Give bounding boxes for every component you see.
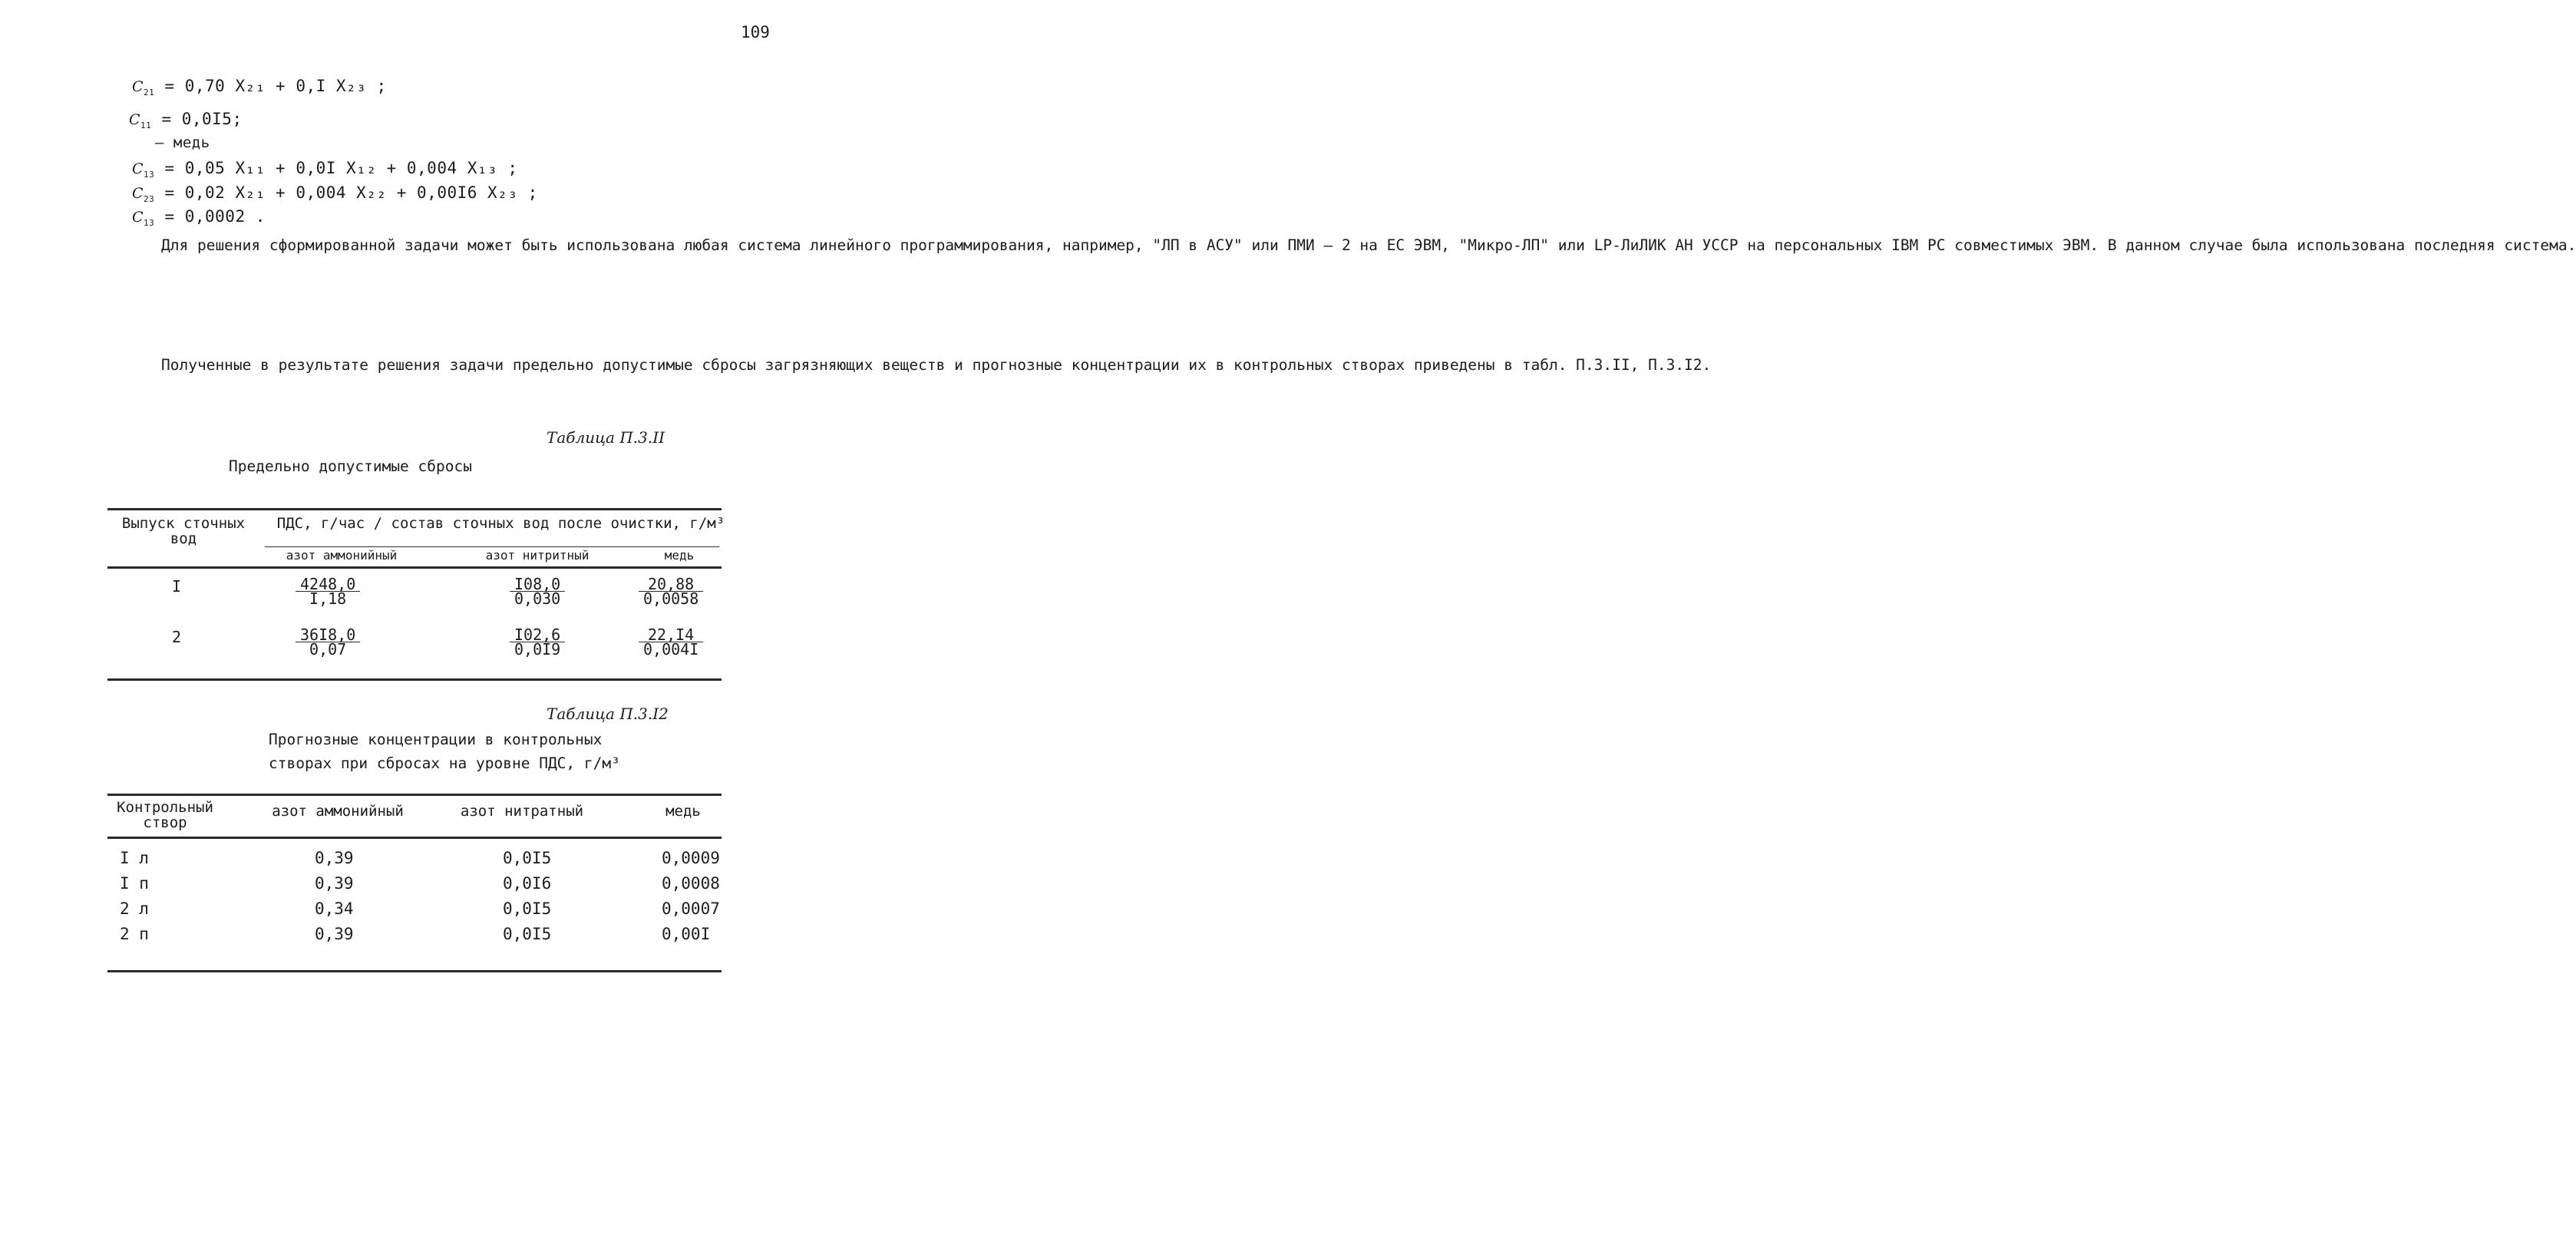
table2-title-line1: Прогнозные концентрации в контрольных: [269, 731, 603, 748]
table2-row3-nitrate: 0,0I5: [503, 899, 552, 918]
equation-label-copper: – медь: [155, 134, 210, 151]
table1-label: Таблица П.3.II: [547, 428, 665, 447]
table2-header-nitrate: азот нитратный: [460, 803, 584, 820]
table2-row4-copper: 0,00I: [662, 925, 711, 943]
table2-row4-nitrate: 0,0I5: [503, 925, 552, 943]
table2-row1-copper: 0,0009: [662, 849, 720, 867]
table1-group-header: ПДС, г/час / состав сточных вод после очистки, г/м³: [276, 515, 725, 532]
table2-header-copper: медь: [665, 803, 701, 820]
table1-col1-header: Выпуск сточных вод: [121, 515, 246, 547]
equation-c13-a: $C_{13} = 0,05$ X₁₁ + 0,0I X₁₂ + 0,004 X₁₃ ;: [132, 159, 518, 180]
table1-top-rule: [107, 508, 722, 510]
table1-sub-copper: медь: [664, 548, 695, 563]
paragraph-2: Полученные в результате решения задачи предельно допустимые сбросы загрязняющих веществ и прогнозные концентрации их в контрольных створах приведены в табл. П.3.II, П.3.I2.: [161, 356, 1712, 374]
table2-row2-ammonium: 0,39: [315, 874, 354, 893]
table2-row2-nitrate: 0,0I6: [503, 874, 552, 893]
table2-row3-ammonium: 0,34: [315, 899, 354, 918]
table2-row1-ammonium: 0,39: [315, 849, 354, 867]
table2-header-station: Контрольный створ: [117, 799, 213, 831]
table2-row1-nitrate: 0,0I5: [503, 849, 552, 867]
table1-header-rule: [107, 566, 722, 569]
table1-sub-nitrite: азот нитритный: [485, 548, 590, 563]
table2-label: Таблица П.3.I2: [547, 705, 669, 723]
equation-c11: $C_{11} = 0,0I5$;: [129, 110, 243, 131]
table2-top-rule: [107, 794, 722, 796]
table1-row1-copper: $\frac{20,88}{0,0058}$: [639, 577, 703, 608]
table2-row1-station: I л: [120, 849, 149, 867]
equation-c23: $C_{23} = 0,02$ X₂₁ + 0,004 X₂₂ + 0,00I6 X₂₃ ;: [132, 183, 538, 205]
page-number: 109: [741, 23, 770, 41]
table1-row1-outlet: I: [171, 577, 182, 596]
table2-row4-station: 2 п: [120, 925, 149, 943]
equation-c21: $C_{21} = 0,70$ X₂₁ + 0,I X₂₃ ;: [132, 77, 387, 98]
table2-row2-copper: 0,0008: [662, 874, 720, 893]
table1-sub-ammonium: азот аммонийный: [286, 548, 398, 563]
table1-row2-nitrite: $\frac{I02,6}{0,0I9}$: [510, 628, 565, 659]
table2-bottom-rule: [107, 970, 722, 972]
table2-row3-copper: 0,0007: [662, 899, 720, 918]
table1-row2-copper: $\frac{22,I4}{0,004I}$: [639, 628, 703, 659]
table1-row2-ammonium: $\frac{36I8,0}{0,07}$: [296, 628, 360, 659]
table2-header-rule: [107, 837, 722, 839]
table1-header-divider: [265, 546, 719, 547]
equation-c13-b: $C_{13} = 0,0002$ .: [132, 207, 266, 229]
table2-row3-station: 2 л: [120, 899, 149, 918]
table1-row1-nitrite: $\frac{I08,0}{0,030}$: [510, 577, 565, 608]
table1-row2-outlet: 2: [171, 628, 182, 646]
table2-header-ammonium: азот аммонийный: [272, 803, 404, 820]
table2-title-line2: створах при сбросах на уровне ПДС, г/м³: [269, 754, 620, 772]
table2-row2-station: I п: [120, 874, 149, 893]
table1-row1-ammonium: $\frac{4248,0}{I,18}$: [296, 577, 360, 608]
paragraph-1: Для решения сформированной задачи может быть использована любая система линейного программирования, например, "ЛП в АСУ" или ПМИ – 2 на ЕС ЭВМ, "Микро-ЛП" или LP-ЛиЛИК АН УССР на персональных IBM PC совместимых ЭВМ. В данном случае была использована последняя система.: [161, 236, 2576, 254]
table2-row4-ammonium: 0,39: [315, 925, 354, 943]
table1-title: Предельно допустимые сбросы: [229, 457, 472, 475]
table1-bottom-rule: [107, 678, 722, 681]
